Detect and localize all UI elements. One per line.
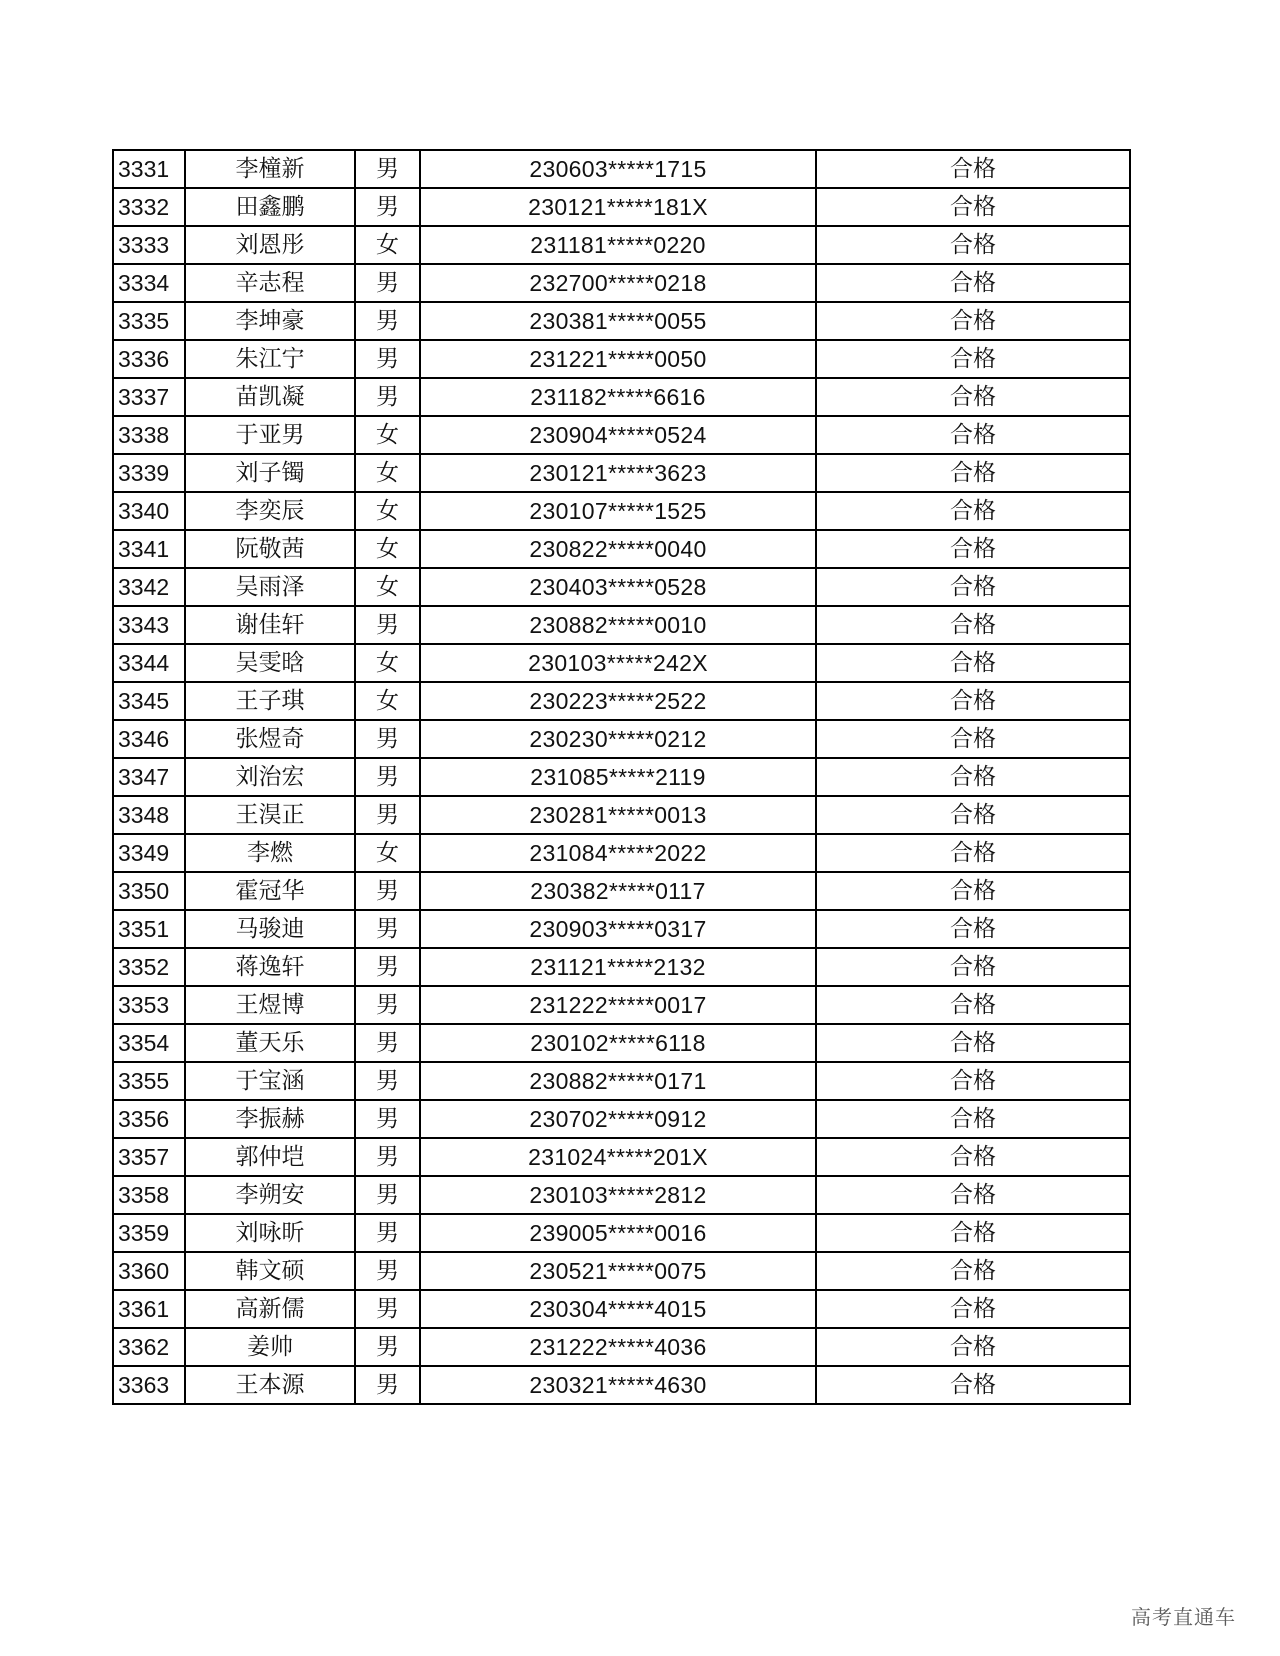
- candidate-name: 姜帅: [185, 1328, 355, 1366]
- id-number: 230882*****0010: [420, 606, 816, 644]
- table-row: [113, 872, 1130, 910]
- candidate-sex: 男: [355, 1024, 420, 1062]
- row-number: 3345: [113, 682, 185, 720]
- row-number: 3334: [113, 264, 185, 302]
- row-number: 3331: [113, 150, 185, 188]
- row-number: 3349: [113, 834, 185, 872]
- result: 合格: [816, 1366, 1130, 1404]
- id-number: 230304*****4015: [420, 1290, 816, 1328]
- result: 合格: [816, 454, 1130, 492]
- candidate-name: 田鑫鹏: [185, 188, 355, 226]
- candidate-sex: 女: [355, 644, 420, 682]
- table-row: [113, 1024, 1130, 1062]
- candidate-sex: 女: [355, 226, 420, 264]
- candidate-sex: 男: [355, 720, 420, 758]
- row-number: 3362: [113, 1328, 185, 1366]
- candidate-sex: 女: [355, 492, 420, 530]
- result: 合格: [816, 302, 1130, 340]
- candidate-name: 王煜博: [185, 986, 355, 1024]
- candidate-sex: 男: [355, 1176, 420, 1214]
- row-number: 3356: [113, 1100, 185, 1138]
- id-number: 231222*****4036: [420, 1328, 816, 1366]
- candidate-name: 郭仲垲: [185, 1138, 355, 1176]
- result: 合格: [816, 1024, 1130, 1062]
- candidate-sex: 男: [355, 1214, 420, 1252]
- row-number: 3333: [113, 226, 185, 264]
- row-number: 3359: [113, 1214, 185, 1252]
- candidate-sex: 男: [355, 1100, 420, 1138]
- table-row: [113, 758, 1130, 796]
- row-number: 3339: [113, 454, 185, 492]
- id-number: 230381*****0055: [420, 302, 816, 340]
- result: 合格: [816, 834, 1130, 872]
- table-row: [113, 1252, 1130, 1290]
- id-number: 230822*****0040: [420, 530, 816, 568]
- row-number: 3354: [113, 1024, 185, 1062]
- table-row: [113, 378, 1130, 416]
- row-number: 3360: [113, 1252, 185, 1290]
- candidate-name: 霍冠华: [185, 872, 355, 910]
- result: 合格: [816, 226, 1130, 264]
- result: 合格: [816, 758, 1130, 796]
- id-number: 230882*****0171: [420, 1062, 816, 1100]
- results-table: [112, 149, 1131, 1405]
- watermark: 高考直通车: [1131, 1605, 1236, 1629]
- candidate-sex: 男: [355, 1138, 420, 1176]
- row-number: 3351: [113, 910, 185, 948]
- candidate-sex: 男: [355, 986, 420, 1024]
- candidate-name: 吴雯晗: [185, 644, 355, 682]
- result: 合格: [816, 150, 1130, 188]
- id-number: 231121*****2132: [420, 948, 816, 986]
- row-number: 3337: [113, 378, 185, 416]
- table-row: [113, 720, 1130, 758]
- row-number: 3353: [113, 986, 185, 1024]
- id-number: 230904*****0524: [420, 416, 816, 454]
- table-row: [113, 264, 1130, 302]
- candidate-name: 韩文硕: [185, 1252, 355, 1290]
- table-row: [113, 1290, 1130, 1328]
- table-row: [113, 530, 1130, 568]
- result: 合格: [816, 1214, 1130, 1252]
- row-number: 3355: [113, 1062, 185, 1100]
- candidate-sex: 男: [355, 1328, 420, 1366]
- result: 合格: [816, 1328, 1130, 1366]
- table-row: [113, 986, 1130, 1024]
- id-number: 230702*****0912: [420, 1100, 816, 1138]
- candidate-name: 于宝涵: [185, 1062, 355, 1100]
- result: 合格: [816, 188, 1130, 226]
- row-number: 3348: [113, 796, 185, 834]
- candidate-name: 马骏迪: [185, 910, 355, 948]
- row-number: 3352: [113, 948, 185, 986]
- candidate-sex: 女: [355, 416, 420, 454]
- row-number: 3342: [113, 568, 185, 606]
- candidate-sex: 男: [355, 378, 420, 416]
- table-row: [113, 910, 1130, 948]
- id-number: 230103*****2812: [420, 1176, 816, 1214]
- candidate-name: 董天乐: [185, 1024, 355, 1062]
- row-number: 3361: [113, 1290, 185, 1328]
- candidate-name: 阮敬茜: [185, 530, 355, 568]
- result: 合格: [816, 1176, 1130, 1214]
- result: 合格: [816, 416, 1130, 454]
- candidate-sex: 男: [355, 1290, 420, 1328]
- row-number: 3336: [113, 340, 185, 378]
- candidate-name: 刘咏昕: [185, 1214, 355, 1252]
- candidate-name: 李坤豪: [185, 302, 355, 340]
- id-number: 231085*****2119: [420, 758, 816, 796]
- candidate-sex: 男: [355, 150, 420, 188]
- table-row: [113, 1138, 1130, 1176]
- id-number: 230603*****1715: [420, 150, 816, 188]
- row-number: 3340: [113, 492, 185, 530]
- id-number: 230321*****4630: [420, 1366, 816, 1404]
- table-row: [113, 1062, 1130, 1100]
- candidate-sex: 男: [355, 1252, 420, 1290]
- candidate-name: 李橦新: [185, 150, 355, 188]
- results-table-body: [113, 150, 1130, 1404]
- candidate-sex: 女: [355, 568, 420, 606]
- row-number: 3332: [113, 188, 185, 226]
- table-row: [113, 454, 1130, 492]
- row-number: 3357: [113, 1138, 185, 1176]
- row-number: 3335: [113, 302, 185, 340]
- id-number: 230102*****6118: [420, 1024, 816, 1062]
- table-row: [113, 226, 1130, 264]
- candidate-sex: 男: [355, 264, 420, 302]
- candidate-name: 辛志程: [185, 264, 355, 302]
- row-number: 3347: [113, 758, 185, 796]
- result: 合格: [816, 606, 1130, 644]
- result: 合格: [816, 644, 1130, 682]
- row-number: 3346: [113, 720, 185, 758]
- row-number: 3344: [113, 644, 185, 682]
- table-row: [113, 834, 1130, 872]
- candidate-name: 张煜奇: [185, 720, 355, 758]
- result: 合格: [816, 340, 1130, 378]
- result: 合格: [816, 568, 1130, 606]
- table-row: [113, 948, 1130, 986]
- table-row: [113, 340, 1130, 378]
- result: 合格: [816, 1138, 1130, 1176]
- candidate-name: 苗凯凝: [185, 378, 355, 416]
- row-number: 3350: [113, 872, 185, 910]
- candidate-sex: 男: [355, 1062, 420, 1100]
- candidate-sex: 男: [355, 910, 420, 948]
- table-row: [113, 682, 1130, 720]
- id-number: 231221*****0050: [420, 340, 816, 378]
- id-number: 231182*****6616: [420, 378, 816, 416]
- id-number: 230103*****242X: [420, 644, 816, 682]
- id-number: 239005*****0016: [420, 1214, 816, 1252]
- candidate-sex: 男: [355, 340, 420, 378]
- result: 合格: [816, 910, 1130, 948]
- candidate-name: 吴雨泽: [185, 568, 355, 606]
- result: 合格: [816, 492, 1130, 530]
- id-number: 230382*****0117: [420, 872, 816, 910]
- candidate-name: 李朔安: [185, 1176, 355, 1214]
- candidate-name: 朱江宁: [185, 340, 355, 378]
- table-row: [113, 1366, 1130, 1404]
- table-row: [113, 1328, 1130, 1366]
- candidate-name: 李振赫: [185, 1100, 355, 1138]
- row-number: 3338: [113, 416, 185, 454]
- result: 合格: [816, 682, 1130, 720]
- candidate-name: 蒋逸轩: [185, 948, 355, 986]
- id-number: 230230*****0212: [420, 720, 816, 758]
- id-number: 230107*****1525: [420, 492, 816, 530]
- table-row: [113, 1214, 1130, 1252]
- candidate-name: 于亚男: [185, 416, 355, 454]
- table-row: [113, 492, 1130, 530]
- table-row: [113, 796, 1130, 834]
- table-row: [113, 1100, 1130, 1138]
- candidate-sex: 男: [355, 188, 420, 226]
- table-row: [113, 188, 1130, 226]
- id-number: 230121*****3623: [420, 454, 816, 492]
- result: 合格: [816, 1290, 1130, 1328]
- candidate-sex: 女: [355, 530, 420, 568]
- candidate-name: 谢佳轩: [185, 606, 355, 644]
- result: 合格: [816, 796, 1130, 834]
- candidate-sex: 女: [355, 834, 420, 872]
- result: 合格: [816, 1062, 1130, 1100]
- id-number: 232700*****0218: [420, 264, 816, 302]
- candidate-name: 李燃: [185, 834, 355, 872]
- result: 合格: [816, 986, 1130, 1024]
- table-row: [113, 1176, 1130, 1214]
- result: 合格: [816, 530, 1130, 568]
- table-row: [113, 150, 1130, 188]
- candidate-name: 王子琪: [185, 682, 355, 720]
- id-number: 231084*****2022: [420, 834, 816, 872]
- id-number: 230121*****181X: [420, 188, 816, 226]
- row-number: 3343: [113, 606, 185, 644]
- id-number: 230281*****0013: [420, 796, 816, 834]
- table-row: [113, 568, 1130, 606]
- candidate-name: 王本源: [185, 1366, 355, 1404]
- row-number: 3363: [113, 1366, 185, 1404]
- result: 合格: [816, 1100, 1130, 1138]
- id-number: 230223*****2522: [420, 682, 816, 720]
- id-number: 230403*****0528: [420, 568, 816, 606]
- candidate-name: 高新儒: [185, 1290, 355, 1328]
- candidate-sex: 男: [355, 872, 420, 910]
- candidate-sex: 男: [355, 1366, 420, 1404]
- result: 合格: [816, 948, 1130, 986]
- table-row: [113, 416, 1130, 454]
- candidate-sex: 男: [355, 948, 420, 986]
- id-number: 231024*****201X: [420, 1138, 816, 1176]
- result: 合格: [816, 378, 1130, 416]
- candidate-sex: 男: [355, 302, 420, 340]
- id-number: 231181*****0220: [420, 226, 816, 264]
- candidate-sex: 女: [355, 454, 420, 492]
- table-row: [113, 644, 1130, 682]
- result: 合格: [816, 872, 1130, 910]
- candidate-sex: 男: [355, 758, 420, 796]
- id-number: 230521*****0075: [420, 1252, 816, 1290]
- candidate-sex: 男: [355, 606, 420, 644]
- candidate-name: 刘恩彤: [185, 226, 355, 264]
- candidate-name: 刘子镯: [185, 454, 355, 492]
- candidate-name: 刘治宏: [185, 758, 355, 796]
- candidate-name: 李奕辰: [185, 492, 355, 530]
- table-row: [113, 606, 1130, 644]
- table-row: [113, 302, 1130, 340]
- row-number: 3341: [113, 530, 185, 568]
- id-number: 231222*****0017: [420, 986, 816, 1024]
- candidate-sex: 女: [355, 682, 420, 720]
- id-number: 230903*****0317: [420, 910, 816, 948]
- candidate-name: 王淏正: [185, 796, 355, 834]
- result: 合格: [816, 264, 1130, 302]
- result: 合格: [816, 720, 1130, 758]
- candidate-sex: 男: [355, 796, 420, 834]
- result: 合格: [816, 1252, 1130, 1290]
- row-number: 3358: [113, 1176, 185, 1214]
